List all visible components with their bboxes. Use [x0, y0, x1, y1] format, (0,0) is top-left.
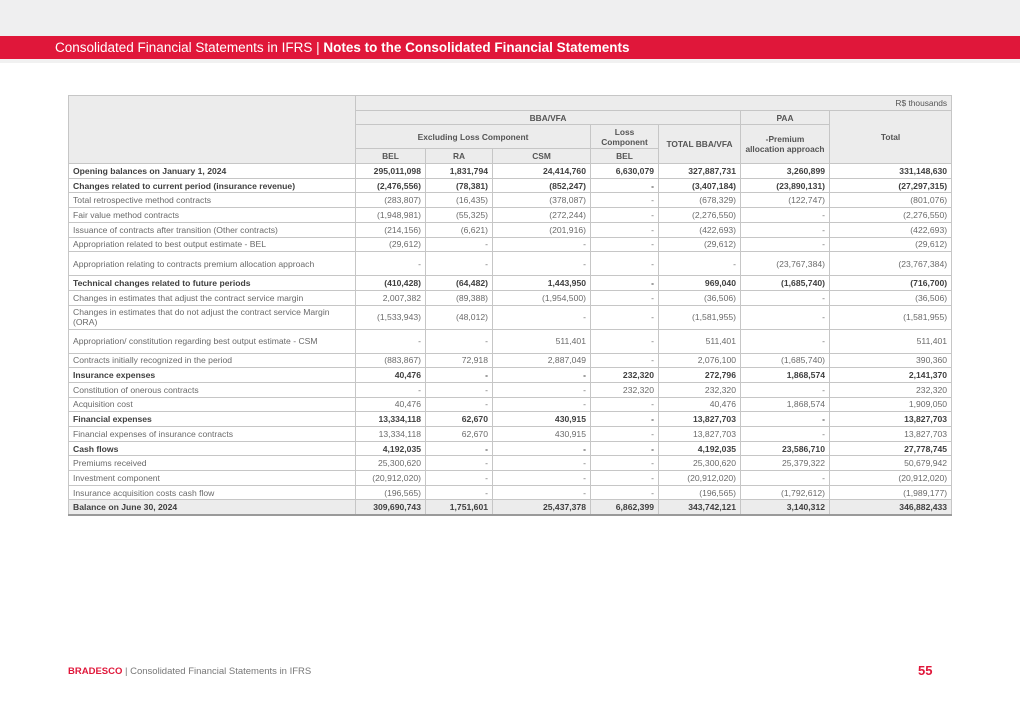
- row-value: -: [591, 305, 659, 329]
- row-value: 72,918: [426, 353, 493, 368]
- row-value: -: [493, 456, 591, 471]
- row-value: -: [493, 441, 591, 456]
- row-value: -: [493, 397, 591, 412]
- row-label: Financial expenses of insurance contracts: [69, 427, 356, 442]
- row-value: (36,506): [659, 290, 741, 305]
- row-value: 40,476: [356, 397, 426, 412]
- row-value: (20,912,020): [830, 471, 952, 486]
- row-value: (1,948,981): [356, 208, 426, 223]
- row-value: -: [493, 305, 591, 329]
- row-value: (422,693): [830, 222, 952, 237]
- row-value: -: [493, 368, 591, 383]
- row-value: 343,742,121: [659, 500, 741, 515]
- row-value: -: [591, 441, 659, 456]
- row-value: -: [741, 237, 830, 252]
- row-value: -: [356, 252, 426, 276]
- group-header-excluding-loss: Excluding Loss Component: [356, 125, 591, 149]
- row-label: Total retrospective method contracts: [69, 193, 356, 208]
- header-separator: |: [312, 40, 324, 55]
- top-margin: [0, 0, 1020, 36]
- banner-shadow: [0, 59, 1020, 63]
- row-value: 25,437,378: [493, 500, 591, 515]
- row-label: Insurance acquisition costs cash flow: [69, 485, 356, 500]
- row-value: (1,989,177): [830, 485, 952, 500]
- row-value: -: [591, 290, 659, 305]
- row-value: 13,827,703: [830, 412, 952, 427]
- row-value: -: [426, 237, 493, 252]
- row-value: (1,533,943): [356, 305, 426, 329]
- table-row: [69, 500, 952, 515]
- row-value: 1,751,601: [426, 500, 493, 515]
- row-value: (1,954,500): [493, 290, 591, 305]
- row-value: 40,476: [659, 397, 741, 412]
- row-value: -: [591, 252, 659, 276]
- row-value: -: [591, 485, 659, 500]
- table-row: [69, 368, 952, 383]
- row-value: 331,148,630: [830, 164, 952, 179]
- row-label: Changes related to current period (insurance revenue): [69, 178, 356, 193]
- row-value: (23,767,384): [741, 252, 830, 276]
- units-label: R$ thousands: [356, 96, 952, 111]
- row-value: -: [591, 471, 659, 486]
- row-value: (283,807): [356, 193, 426, 208]
- row-value: 50,679,942: [830, 456, 952, 471]
- row-value: 346,882,433: [830, 500, 952, 515]
- col-header-csm: CSM: [493, 149, 591, 164]
- table-row: [69, 427, 952, 442]
- row-value: 23,586,710: [741, 441, 830, 456]
- row-value: 309,690,743: [356, 500, 426, 515]
- row-value: -: [591, 178, 659, 193]
- row-value: (2,276,550): [830, 208, 952, 223]
- row-value: -: [741, 382, 830, 397]
- row-value: -: [741, 290, 830, 305]
- insurance-contracts-table: [68, 95, 952, 516]
- row-value: -: [356, 382, 426, 397]
- row-label: Appropriation related to best output estimate - BEL: [69, 237, 356, 252]
- table-row: [69, 276, 952, 291]
- row-value: (852,247): [493, 178, 591, 193]
- row-value: -: [493, 252, 591, 276]
- row-value: -: [591, 456, 659, 471]
- row-value: 1,909,050: [830, 397, 952, 412]
- row-value: 25,379,322: [741, 456, 830, 471]
- row-value: 2,076,100: [659, 353, 741, 368]
- table-row: [69, 441, 952, 456]
- table-row: [69, 485, 952, 500]
- header-doc-title: Consolidated Financial Statements in IFRS: [55, 40, 313, 55]
- table-row: [69, 456, 952, 471]
- row-value: (214,156): [356, 222, 426, 237]
- row-value: 4,192,035: [659, 441, 741, 456]
- row-value: (23,890,131): [741, 178, 830, 193]
- row-value: 511,401: [830, 329, 952, 353]
- col-header-loss-component: Loss Component: [591, 125, 659, 149]
- col-header-paa: -Premium allocation approach: [741, 125, 830, 164]
- row-label: Constitution of onerous contracts: [69, 382, 356, 397]
- col-header-total: Total: [830, 110, 952, 163]
- row-label: Appropriation relating to contracts premium allocation approach: [69, 252, 356, 276]
- row-value: -: [741, 329, 830, 353]
- row-value: 232,320: [659, 382, 741, 397]
- table-row: [69, 329, 952, 353]
- row-value: (78,381): [426, 178, 493, 193]
- row-value: 272,796: [659, 368, 741, 383]
- row-value: (1,792,612): [741, 485, 830, 500]
- footer: [68, 666, 311, 677]
- table-row: [69, 382, 952, 397]
- row-value: (6,621): [426, 222, 493, 237]
- row-value: -: [426, 397, 493, 412]
- row-value: 62,670: [426, 427, 493, 442]
- row-value: 62,670: [426, 412, 493, 427]
- row-value: -: [591, 208, 659, 223]
- col-header-total-bba: TOTAL BBA/VFA: [659, 125, 741, 164]
- row-value: -: [741, 427, 830, 442]
- table-row: [69, 193, 952, 208]
- row-value: (410,428): [356, 276, 426, 291]
- row-value: (23,767,384): [830, 252, 952, 276]
- row-value: -: [426, 252, 493, 276]
- row-value: 1,868,574: [741, 397, 830, 412]
- row-value: 4,192,035: [356, 441, 426, 456]
- row-value: 511,401: [659, 329, 741, 353]
- row-value: -: [426, 485, 493, 500]
- footer-separator: |: [122, 666, 131, 677]
- row-value: -: [591, 193, 659, 208]
- row-label: Insurance expenses: [69, 368, 356, 383]
- table-row: [69, 237, 952, 252]
- row-value: 6,862,399: [591, 500, 659, 515]
- row-value: -: [356, 329, 426, 353]
- row-value: -: [741, 222, 830, 237]
- row-value: 40,476: [356, 368, 426, 383]
- row-value: (883,867): [356, 353, 426, 368]
- table-body: [69, 164, 952, 515]
- row-value: -: [659, 252, 741, 276]
- row-value: 390,360: [830, 353, 952, 368]
- row-value: 232,320: [830, 382, 952, 397]
- row-label: Balance on June 30, 2024: [69, 500, 356, 515]
- row-value: -: [591, 237, 659, 252]
- col-header-bel: BEL: [356, 149, 426, 164]
- table-row: [69, 412, 952, 427]
- group-header-paa: PAA: [741, 110, 830, 125]
- row-label: Contracts initially recognized in the period: [69, 353, 356, 368]
- table-row: [69, 178, 952, 193]
- row-label: Investment component: [69, 471, 356, 486]
- row-value: 13,827,703: [659, 412, 741, 427]
- table-row: [69, 222, 952, 237]
- row-value: (1,685,740): [741, 353, 830, 368]
- row-value: (20,912,020): [356, 471, 426, 486]
- row-value: -: [591, 427, 659, 442]
- row-label: Appropriation/ constitution regarding best output estimate - CSM: [69, 329, 356, 353]
- header-corner: [69, 96, 356, 164]
- row-value: -: [591, 276, 659, 291]
- group-header-bba: BBA/VFA: [356, 110, 741, 125]
- row-label: Opening balances on January 1, 2024: [69, 164, 356, 179]
- row-value: (29,612): [356, 237, 426, 252]
- row-value: (89,388): [426, 290, 493, 305]
- row-value: 232,320: [591, 368, 659, 383]
- row-label: Fair value method contracts: [69, 208, 356, 223]
- col-header-loss-bel: BEL: [591, 149, 659, 164]
- footer-brand: BRADESCO: [68, 666, 123, 677]
- footer-doc-title: Consolidated Financial Statements in IFRS: [130, 666, 312, 677]
- row-value: (2,276,550): [659, 208, 741, 223]
- row-value: 3,260,899: [741, 164, 830, 179]
- row-value: -: [741, 412, 830, 427]
- row-value: -: [426, 329, 493, 353]
- row-value: (678,329): [659, 193, 741, 208]
- row-value: (3,407,184): [659, 178, 741, 193]
- row-value: -: [493, 237, 591, 252]
- row-value: (20,912,020): [659, 471, 741, 486]
- table-row: [69, 397, 952, 412]
- row-value: -: [741, 208, 830, 223]
- row-value: -: [493, 485, 591, 500]
- row-label: Premiums received: [69, 456, 356, 471]
- row-value: (422,693): [659, 222, 741, 237]
- row-label: Acquisition cost: [69, 397, 356, 412]
- table-row: [69, 208, 952, 223]
- row-value: -: [741, 305, 830, 329]
- row-value: (16,435): [426, 193, 493, 208]
- row-value: (716,700): [830, 276, 952, 291]
- table-row: [69, 164, 952, 179]
- row-value: -: [426, 382, 493, 397]
- row-value: -: [426, 441, 493, 456]
- row-value: -: [591, 412, 659, 427]
- table-row: [69, 252, 952, 276]
- row-value: -: [493, 382, 591, 397]
- row-value: 25,300,620: [659, 456, 741, 471]
- row-value: (378,087): [493, 193, 591, 208]
- row-value: 430,915: [493, 412, 591, 427]
- row-label: Changes in estimates that do not adjust the contract service Margin (ORA): [69, 305, 356, 329]
- row-value: -: [591, 353, 659, 368]
- row-value: 1,868,574: [741, 368, 830, 383]
- row-value: (1,581,955): [830, 305, 952, 329]
- row-value: 2,887,049: [493, 353, 591, 368]
- row-value: (1,581,955): [659, 305, 741, 329]
- row-value: 969,040: [659, 276, 741, 291]
- row-value: (29,612): [830, 237, 952, 252]
- row-value: -: [741, 471, 830, 486]
- row-label: Cash flows: [69, 441, 356, 456]
- row-value: 2,141,370: [830, 368, 952, 383]
- row-value: 6,630,079: [591, 164, 659, 179]
- page-number: 55: [918, 663, 933, 678]
- row-value: 25,300,620: [356, 456, 426, 471]
- row-value: -: [591, 329, 659, 353]
- row-value: 13,827,703: [659, 427, 741, 442]
- row-value: 511,401: [493, 329, 591, 353]
- row-value: -: [493, 471, 591, 486]
- row-value: (29,612): [659, 237, 741, 252]
- row-value: 295,011,098: [356, 164, 426, 179]
- table-row: [69, 353, 952, 368]
- row-label: Issuance of contracts after transition (Other contracts): [69, 222, 356, 237]
- row-value: (55,325): [426, 208, 493, 223]
- row-value: (196,565): [659, 485, 741, 500]
- row-value: 24,414,760: [493, 164, 591, 179]
- row-value: 13,334,118: [356, 412, 426, 427]
- row-value: -: [426, 471, 493, 486]
- row-value: 27,778,745: [830, 441, 952, 456]
- row-value: 327,887,731: [659, 164, 741, 179]
- header-section-title: Notes to the Consolidated Financial Statements: [323, 40, 630, 55]
- row-label: Changes in estimates that adjust the contract service margin: [69, 290, 356, 305]
- row-value: (196,565): [356, 485, 426, 500]
- table-row: [69, 305, 952, 329]
- row-value: (122,747): [741, 193, 830, 208]
- row-value: 1,831,794: [426, 164, 493, 179]
- row-value: 430,915: [493, 427, 591, 442]
- row-value: -: [591, 222, 659, 237]
- table-row: [69, 471, 952, 486]
- row-label: Technical changes related to future periods: [69, 276, 356, 291]
- row-value: (2,476,556): [356, 178, 426, 193]
- row-value: 13,827,703: [830, 427, 952, 442]
- row-value: 2,007,382: [356, 290, 426, 305]
- header-banner: [0, 36, 1020, 59]
- row-value: (48,012): [426, 305, 493, 329]
- row-label: Financial expenses: [69, 412, 356, 427]
- col-header-ra: RA: [426, 149, 493, 164]
- row-value: (801,076): [830, 193, 952, 208]
- row-value: -: [426, 368, 493, 383]
- row-value: 13,334,118: [356, 427, 426, 442]
- row-value: 232,320: [591, 382, 659, 397]
- row-value: (201,916): [493, 222, 591, 237]
- row-value: (36,506): [830, 290, 952, 305]
- row-value: (27,297,315): [830, 178, 952, 193]
- row-value: 3,140,312: [741, 500, 830, 515]
- row-value: (1,685,740): [741, 276, 830, 291]
- row-value: (272,244): [493, 208, 591, 223]
- row-value: 1,443,950: [493, 276, 591, 291]
- row-value: -: [591, 397, 659, 412]
- table-row: [69, 290, 952, 305]
- row-value: (64,482): [426, 276, 493, 291]
- row-value: -: [426, 456, 493, 471]
